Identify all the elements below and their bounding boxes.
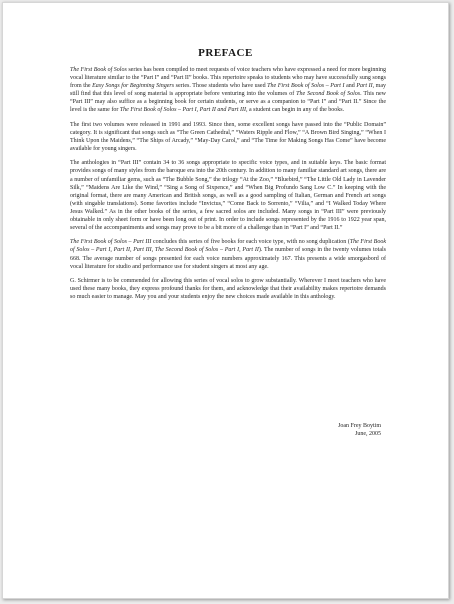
italic-title-text: Easy Songs for Beginning Singers <box>92 83 175 90</box>
paragraph-text: and <box>344 83 357 90</box>
paragraph-text: . This new “Part III” may also suffice as a beginning book for certain students, or serve as a companion to “Part I” and “Part II.” Since the level is the same for <box>70 91 386 114</box>
preface-body <box>70 66 386 307</box>
paragraph-text: series has been compiled to meet requests of voice teachers who have expressed a need for more beginning vocal literature similar to the “Part I” and “Part II” books. This repertoire speaks to students who may have successfully sung songs from the <box>70 67 386 90</box>
paragraph <box>70 66 386 115</box>
italic-title-text: The First Book of Solos – Part III <box>70 239 152 246</box>
italic-title-text: Part II <box>356 83 373 90</box>
document-page <box>2 2 449 599</box>
paragraph <box>70 159 386 232</box>
paragraph-text: The anthologies in “Part III” contain 34 to 36 songs appropriate to specific voice types, and in suitable keys. The basic format provides songs of many styles from the baroque era into the 20th century. In addition to many familiar standard art songs, there are a number of unfamiliar gems, such as “The Bubble Song,” the trilogy “At the Zoo,” “Bluebird,” “The Little Old Lady in Lavender Silk,” “Maidens Are Like the Wind,” “Sing a Song of Sixpence,” and “When Big Profundo Sang Low C.” In keeping with the original format, there are many American and British songs, as well as a good sampling of Italian, German and French art songs (with singable translations). Some favorites include “Invictus,” “Come Back to Sorrento,” “Vilia,” and “I Walked Today Where Jesus Walked.” As in the other books of the series, a few sacred solos are included. Many songs in “Part III” were previously obtainable in only sheet form or have been long out of print. In order to include songs represented by the 1916 to 1922 year span, several of the accompaniments and songs may prove to be a bit more of a challenge than in “Part I” and “Part II.” <box>70 160 386 232</box>
italic-title-text: The First Book of Solos – Part I, Part II and Part III <box>119 107 246 114</box>
page-title: PREFACE <box>198 47 253 59</box>
signature-block <box>338 422 381 438</box>
paragraph-text: series. Those students who have used <box>174 83 268 90</box>
italic-title-text: The First Book of Solos <box>70 67 127 73</box>
italic-title-text: The Second Book of Solos <box>296 91 361 98</box>
paragraph-text: concludes this series of five books for each voice type, with no song duplication ( <box>151 239 350 246</box>
italic-title-text: The First Book of Solos – Part I, Part II, Part III, The Second Book of Solos – Part I, Part II <box>70 239 386 254</box>
paragraph-text: , may still find that this level of song material is appropriate before venturing into the volumes of <box>70 83 386 98</box>
paragraph <box>70 238 386 270</box>
italic-title-text: The First Book of Solos – Part I <box>267 83 345 90</box>
paragraph-text: G. Schirmer is to be commended for allowing this series of vocal solos to grow substantially. Wherever I meet teachers who have used these many books, they express profound thanks for them, and acknowledge that their availability makes repertoire demands so much easier to manage. May you and your students enjoy the new choices made available in this anthology. <box>70 277 386 301</box>
paragraph-text: , a student can begin in any of the books. <box>245 107 345 114</box>
paragraph <box>70 121 386 153</box>
paragraph-text: The first two volumes were released in 1991 and 1993. Since then, some excellent songs have passed into the “Public Domain” category. It is significant that songs such as “The Green Cathedral,” “Waters Ripple and Flow,” “A Brown Bird Singing,” “When I Think Upon the Maidens,” “The Ships of Arcady,” “May-Day Carol,” and “The Time for Making Songs Has Come” have become available for young singers. <box>70 121 386 153</box>
paragraph-text: ). The number of songs in the twenty volumes totals 668. The average number of songs presented for each voice numbers approximately 167. This presents a wide smorgasbord of vocal literature for studio and performance use for student singers at most any age. <box>70 247 387 270</box>
author-name: Joan Frey Boytim <box>338 423 381 429</box>
paragraph <box>70 277 386 301</box>
signature-date: June, 2005 <box>355 431 381 438</box>
